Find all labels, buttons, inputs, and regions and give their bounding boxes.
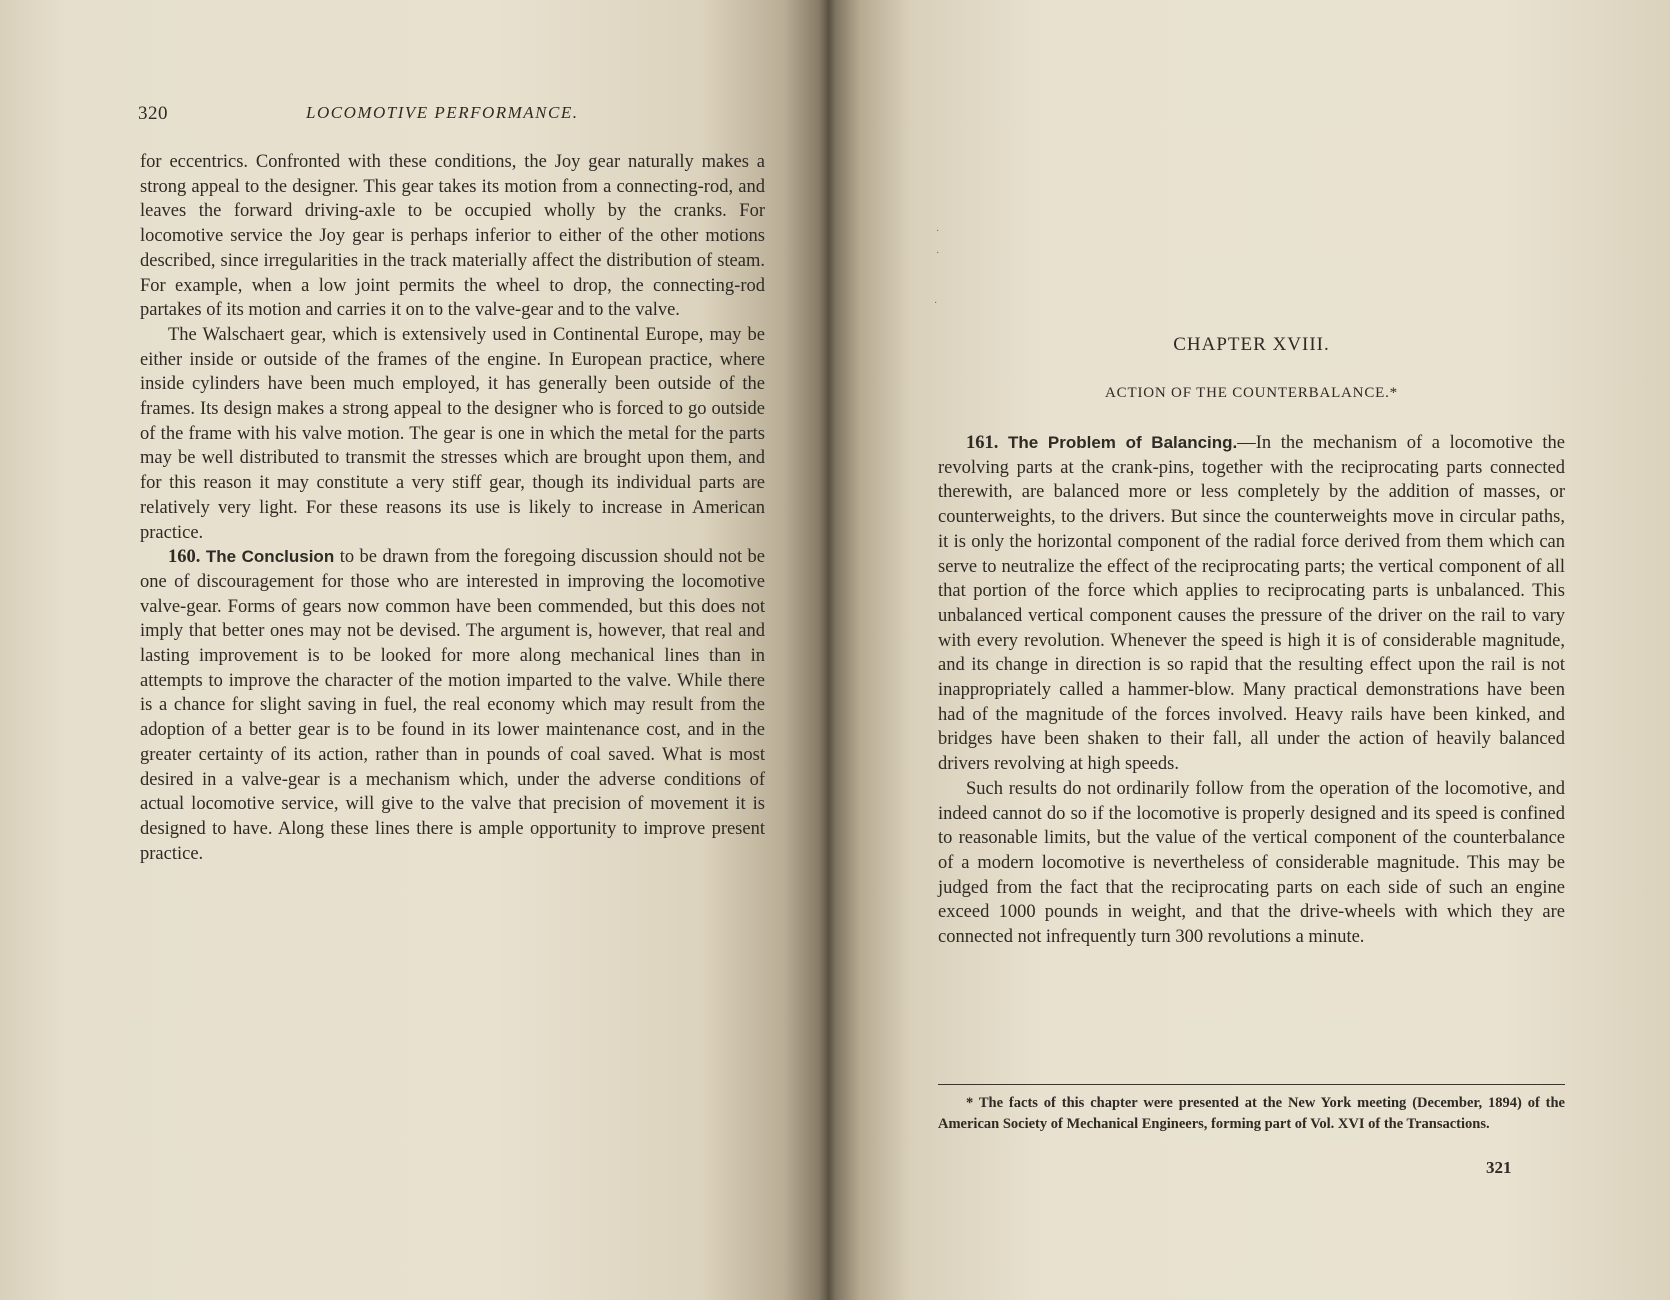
footnote xyxy=(938,1093,1565,1135)
page-speck: · xyxy=(936,248,940,259)
section-heading-conclusion: The Conclusion xyxy=(205,547,335,567)
page-speck: · xyxy=(934,298,938,309)
right-text-column xyxy=(938,431,1565,950)
section-text-balancing: —In the mechanism of a locomotive the revolving parts at the crank-pins, together with the reciprocating parts connected therewith, are balanced more or less completely by the addition of masses, or counterweights, to the drivers. But since the counterweights move in circular paths, it is only the horizontal component of the radial force derived from them which can serve to neutralize the effect of the reciprocating parts; the vertical component of all that portion of the force which applies to reciprocating parts is unbalanced. This unbalanced vertical component causes the pressure of the driver on the rail to vary with every revolution. Whenever the speed is high it is of considerable magnitude, and its change in direction is so rapid that the resulting effect upon the rail is not inappropriately called a hammer-blow. Many practical demonstrations have been had of the magnitude of the forces involved. Heavy rails have been kinked, and bridges have been shaken to their fall, all under the action of heavily balanced drivers revolving at high speeds. xyxy=(938,433,1565,775)
left-paragraph-1: for eccentrics. Confronted with these conditions, the Joy gear naturally makes a strong appeal to the designer. This gear takes its motion from a connecting-rod, and leaves the forward driving-axle to be occupied wholly by the cranks. For locomotive service the Joy gear is perhaps inferior to either of the other motions described, since irregularities in the track materially affect the distribution of steam. For example, when a low joint permits the wheel to drop, the connecting-rod partakes of its motion and carries it on to the valve-gear and to the valve. xyxy=(140,152,765,321)
left-page xyxy=(0,0,825,1300)
section-heading-balancing: The Problem of Balancing. xyxy=(1007,433,1238,452)
running-title: LOCOMOTIVE PERFORMANCE. xyxy=(306,103,579,122)
page-number-right: 321 xyxy=(1486,1158,1512,1177)
page-speck: · xyxy=(936,226,940,237)
chapter-title: CHAPTER XVIII. xyxy=(1173,334,1330,355)
footnote-text: * The facts of this chapter were presented at the New York meeting (December, 1894) of the American Society of Mechanical Engineers, forming part of Vol. XVI of the Transactions. xyxy=(938,1095,1565,1132)
page-number-left: 320 xyxy=(138,103,168,124)
section-number-160: 160. xyxy=(168,547,201,568)
left-text-column xyxy=(140,150,765,866)
section-number-161: 161. xyxy=(966,433,999,453)
section-text-conclusion: to be drawn from the foregoing discussion should not be one of discouragement for those who are interested in improving the locomotive valve-gear. Forms of gears now common have been commended, but this does not imply that better ones may not be devised. The argument is, however, that real and lasting improvement is to be looked for more along mechanical lines than in attempts to improve the character of the motion imparted to the valve. While there is a chance for slight saving in fuel, the real economy which may result from the adoption of a better gear is to be found in its lower maintenance cost, and in the greater certainty of its action, rather than in pounds of coal saved. What is most desired in a valve-gear is a mechanism which, under the adverse conditions of actual locomotive service, will give to the valve that precision of movement it is designed to have. Along these lines there is ample opportunity to improve present practice. xyxy=(140,547,766,864)
left-paragraph-2: The Walschaert gear, which is extensively used in Continental Europe, may be either inside or outside of the frames of the engine. In European practice, where inside cylinders have been much employed, it has generally been outside of the frames. Its design makes a strong appeal to the designer who is forced to go outside of the frame with his valve motion. The gear is one in which the metal for the parts may be well distributed to transmit the stresses which are brought upon them, and for this reason it may constitute a very stiff gear, though its individual parts are relatively very light. For these reasons its use is likely to increase in American practice. xyxy=(140,324,765,543)
chapter-subtitle: ACTION OF THE COUNTERBALANCE.* xyxy=(1105,385,1398,401)
right-paragraph-1 xyxy=(938,431,1565,777)
right-paragraph-2: Such results do not ordinarily follow from the operation of the locomotive, and indeed cannot do so if the locomotive is properly designed and its speed is confined to reasonable limits, but the value of the vertical component of the counterbalance of a modern locomotive is nevertheless of considerable magnitude. This may be judged from the fact that the reciprocating parts on each side of such an engine exceed 1000 pounds in weight, and that the drive-wheels with which they are connected not infrequently turn 300 revolutions a minute. xyxy=(938,778,1565,948)
footnote-rule xyxy=(938,1084,1565,1085)
left-paragraph-3 xyxy=(140,545,765,866)
